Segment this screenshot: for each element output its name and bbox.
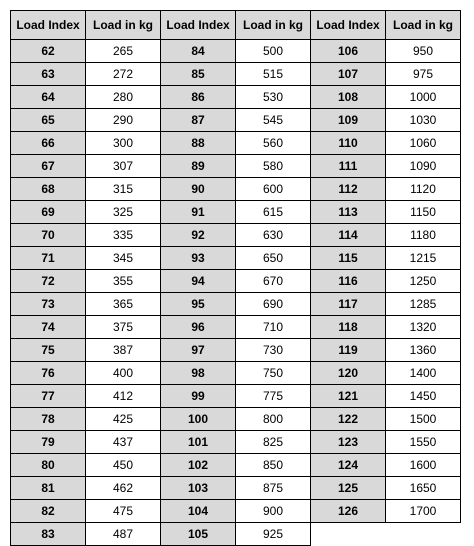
table-body bbox=[11, 40, 461, 546]
load-kg-cell: 975 bbox=[386, 63, 461, 86]
load-index-cell: 100 bbox=[161, 408, 236, 431]
load-index-cell: 70 bbox=[11, 224, 86, 247]
load-index-cell: 98 bbox=[161, 362, 236, 385]
load-kg-cell: 690 bbox=[236, 293, 311, 316]
load-index-cell: 105 bbox=[161, 523, 236, 546]
load-kg-cell: 1000 bbox=[386, 86, 461, 109]
load-index-cell: 108 bbox=[311, 86, 386, 109]
column-header-load-index: Load Index bbox=[161, 11, 236, 40]
load-kg-cell: 1060 bbox=[386, 132, 461, 155]
load-index-cell: 71 bbox=[11, 247, 86, 270]
load-index-cell: 62 bbox=[11, 40, 86, 63]
load-index-cell: 81 bbox=[11, 477, 86, 500]
load-kg-cell: 730 bbox=[236, 339, 311, 362]
load-index-cell: 109 bbox=[311, 109, 386, 132]
table-row bbox=[11, 155, 461, 178]
table-row bbox=[11, 178, 461, 201]
load-kg-cell: 387 bbox=[86, 339, 161, 362]
load-kg-cell: 475 bbox=[86, 500, 161, 523]
load-index-cell: 68 bbox=[11, 178, 86, 201]
load-index-cell: 80 bbox=[11, 454, 86, 477]
load-index-cell: 120 bbox=[311, 362, 386, 385]
load-index-cell: 122 bbox=[311, 408, 386, 431]
load-index-cell: 64 bbox=[11, 86, 86, 109]
load-kg-cell: 375 bbox=[86, 316, 161, 339]
load-index-cell: 90 bbox=[161, 178, 236, 201]
load-kg-cell: 307 bbox=[86, 155, 161, 178]
load-index-cell: 121 bbox=[311, 385, 386, 408]
load-kg-cell: 545 bbox=[236, 109, 311, 132]
table-row bbox=[11, 316, 461, 339]
table-row bbox=[11, 408, 461, 431]
load-kg-cell: 800 bbox=[236, 408, 311, 431]
load-kg-cell: 315 bbox=[86, 178, 161, 201]
load-kg-cell: 775 bbox=[236, 385, 311, 408]
table-header-row bbox=[11, 11, 461, 40]
load-index-cell: 69 bbox=[11, 201, 86, 224]
table-row bbox=[11, 63, 461, 86]
load-index-cell: 85 bbox=[161, 63, 236, 86]
load-kg-cell: 630 bbox=[236, 224, 311, 247]
load-index-cell: 82 bbox=[11, 500, 86, 523]
column-header-load-index: Load Index bbox=[311, 11, 386, 40]
load-index-cell: 93 bbox=[161, 247, 236, 270]
load-kg-cell: 560 bbox=[236, 132, 311, 155]
load-index-cell: 104 bbox=[161, 500, 236, 523]
load-kg-cell: 290 bbox=[86, 109, 161, 132]
load-kg-cell: 670 bbox=[236, 270, 311, 293]
load-index-cell: 124 bbox=[311, 454, 386, 477]
load-kg-cell: 515 bbox=[236, 63, 311, 86]
table-row bbox=[11, 339, 461, 362]
load-index-cell: 107 bbox=[311, 63, 386, 86]
load-kg-cell: 600 bbox=[236, 178, 311, 201]
load-kg-cell: 1285 bbox=[386, 293, 461, 316]
column-header-load-kg: Load in kg bbox=[386, 11, 461, 40]
load-kg-cell: 950 bbox=[386, 40, 461, 63]
load-kg-cell: 1650 bbox=[386, 477, 461, 500]
load-index-cell: 78 bbox=[11, 408, 86, 431]
load-kg-cell: 710 bbox=[236, 316, 311, 339]
table-row bbox=[11, 86, 461, 109]
load-kg-cell: 1030 bbox=[386, 109, 461, 132]
load-index-cell: 126 bbox=[311, 500, 386, 523]
load-index-cell: 75 bbox=[11, 339, 86, 362]
table-row bbox=[11, 109, 461, 132]
load-index-cell: 86 bbox=[161, 86, 236, 109]
load-index-cell: 65 bbox=[11, 109, 86, 132]
load-kg-cell: 300 bbox=[86, 132, 161, 155]
table-row bbox=[11, 201, 461, 224]
load-index-cell: 87 bbox=[161, 109, 236, 132]
load-kg-cell: 530 bbox=[236, 86, 311, 109]
table-row bbox=[11, 431, 461, 454]
load-kg-cell: 345 bbox=[86, 247, 161, 270]
load-index-cell: 74 bbox=[11, 316, 86, 339]
load-kg-cell: 400 bbox=[86, 362, 161, 385]
load-index-cell: 101 bbox=[161, 431, 236, 454]
load-index-cell: 123 bbox=[311, 431, 386, 454]
load-kg-cell: 1360 bbox=[386, 339, 461, 362]
load-kg-cell: 925 bbox=[236, 523, 311, 546]
load-index-cell: 106 bbox=[311, 40, 386, 63]
load-index-cell: 77 bbox=[11, 385, 86, 408]
load-index-cell: 91 bbox=[161, 201, 236, 224]
load-index-table-wrapper bbox=[10, 10, 461, 546]
load-index-cell: 117 bbox=[311, 293, 386, 316]
load-index-cell: 96 bbox=[161, 316, 236, 339]
load-kg-cell: 425 bbox=[86, 408, 161, 431]
load-kg-cell: 615 bbox=[236, 201, 311, 224]
load-index-cell: 94 bbox=[161, 270, 236, 293]
load-kg-cell: 450 bbox=[86, 454, 161, 477]
load-kg-cell: 825 bbox=[236, 431, 311, 454]
table-row bbox=[11, 224, 461, 247]
load-index-cell: 88 bbox=[161, 132, 236, 155]
load-index-cell: 125 bbox=[311, 477, 386, 500]
load-kg-cell: 272 bbox=[86, 63, 161, 86]
table-row bbox=[11, 293, 461, 316]
load-index-cell: 79 bbox=[11, 431, 86, 454]
load-index-cell: 66 bbox=[11, 132, 86, 155]
table-row bbox=[11, 132, 461, 155]
load-index-cell: 83 bbox=[11, 523, 86, 546]
load-kg-cell: 1090 bbox=[386, 155, 461, 178]
load-kg-cell: 335 bbox=[86, 224, 161, 247]
load-kg-cell: 1120 bbox=[386, 178, 461, 201]
load-index-cell: 103 bbox=[161, 477, 236, 500]
load-index-cell: 84 bbox=[161, 40, 236, 63]
load-kg-cell: 750 bbox=[236, 362, 311, 385]
load-kg-cell: 1500 bbox=[386, 408, 461, 431]
load-kg-cell: 1250 bbox=[386, 270, 461, 293]
table-row bbox=[11, 247, 461, 270]
load-index-cell: 119 bbox=[311, 339, 386, 362]
load-kg-cell: 580 bbox=[236, 155, 311, 178]
load-kg-cell: 280 bbox=[86, 86, 161, 109]
load-index-cell: 102 bbox=[161, 454, 236, 477]
column-header-load-kg: Load in kg bbox=[86, 11, 161, 40]
load-kg-cell: 650 bbox=[236, 247, 311, 270]
table-row bbox=[11, 500, 461, 523]
load-index-cell: 115 bbox=[311, 247, 386, 270]
load-index-cell: 111 bbox=[311, 155, 386, 178]
load-index-table bbox=[10, 10, 461, 546]
empty-cell bbox=[311, 523, 461, 546]
load-kg-cell: 850 bbox=[236, 454, 311, 477]
load-kg-cell: 1150 bbox=[386, 201, 461, 224]
load-kg-cell: 437 bbox=[86, 431, 161, 454]
load-index-cell: 114 bbox=[311, 224, 386, 247]
load-kg-cell: 355 bbox=[86, 270, 161, 293]
load-kg-cell: 487 bbox=[86, 523, 161, 546]
load-index-cell: 113 bbox=[311, 201, 386, 224]
load-kg-cell: 1320 bbox=[386, 316, 461, 339]
load-index-cell: 112 bbox=[311, 178, 386, 201]
load-kg-cell: 1600 bbox=[386, 454, 461, 477]
load-kg-cell: 1215 bbox=[386, 247, 461, 270]
load-index-cell: 72 bbox=[11, 270, 86, 293]
table-row bbox=[11, 477, 461, 500]
load-index-cell: 63 bbox=[11, 63, 86, 86]
load-index-cell: 92 bbox=[161, 224, 236, 247]
load-kg-cell: 412 bbox=[86, 385, 161, 408]
column-header-load-index: Load Index bbox=[11, 11, 86, 40]
table-row bbox=[11, 523, 461, 546]
load-kg-cell: 900 bbox=[236, 500, 311, 523]
load-kg-cell: 500 bbox=[236, 40, 311, 63]
table-row bbox=[11, 270, 461, 293]
load-index-cell: 99 bbox=[161, 385, 236, 408]
load-kg-cell: 1550 bbox=[386, 431, 461, 454]
load-index-cell: 67 bbox=[11, 155, 86, 178]
table-row bbox=[11, 385, 461, 408]
load-index-cell: 110 bbox=[311, 132, 386, 155]
load-index-cell: 73 bbox=[11, 293, 86, 316]
load-kg-cell: 365 bbox=[86, 293, 161, 316]
table-row bbox=[11, 362, 461, 385]
load-kg-cell: 1400 bbox=[386, 362, 461, 385]
load-kg-cell: 265 bbox=[86, 40, 161, 63]
load-kg-cell: 1700 bbox=[386, 500, 461, 523]
load-kg-cell: 875 bbox=[236, 477, 311, 500]
load-index-cell: 97 bbox=[161, 339, 236, 362]
load-index-cell: 95 bbox=[161, 293, 236, 316]
load-index-cell: 118 bbox=[311, 316, 386, 339]
table-row bbox=[11, 40, 461, 63]
load-index-cell: 89 bbox=[161, 155, 236, 178]
column-header-load-kg: Load in kg bbox=[236, 11, 311, 40]
load-kg-cell: 462 bbox=[86, 477, 161, 500]
load-kg-cell: 325 bbox=[86, 201, 161, 224]
load-index-cell: 116 bbox=[311, 270, 386, 293]
load-kg-cell: 1180 bbox=[386, 224, 461, 247]
load-kg-cell: 1450 bbox=[386, 385, 461, 408]
table-row bbox=[11, 454, 461, 477]
load-index-cell: 76 bbox=[11, 362, 86, 385]
